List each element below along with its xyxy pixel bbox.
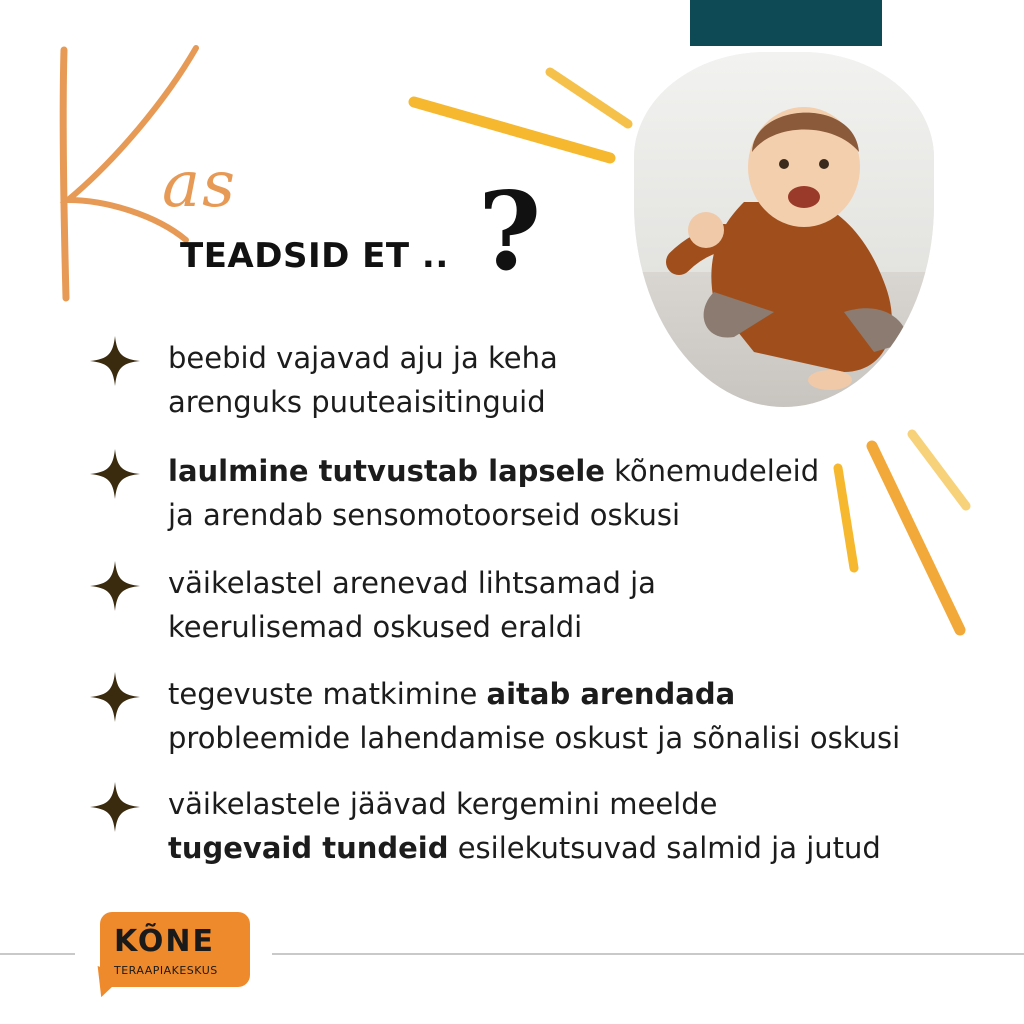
fact-line	[168, 449, 819, 493]
fact-plain-text: keerulisemad oskused eraldi	[168, 610, 583, 644]
fact-bold-text: tugevaid tundeid	[168, 831, 449, 865]
fact-plain-text: probleemide lahendamise oskust ja sõnalisi oskusi	[168, 721, 901, 755]
four-point-star-icon	[88, 559, 142, 613]
logo-word: KÕNE	[114, 924, 216, 959]
fact-bold-text: laulmine tutvustab lapsele	[168, 454, 605, 488]
kone-logo[interactable]	[100, 912, 250, 987]
fact-plain-text: kõnemudeleid	[604, 454, 820, 488]
fact-text	[168, 561, 656, 649]
bulb-cap	[690, 0, 882, 46]
question-mark: ?	[478, 169, 542, 295]
fact-plain-text: beebid vajavad aju ja keha	[168, 341, 558, 375]
fact-line	[168, 605, 656, 649]
fact-line	[168, 493, 819, 537]
fact-line	[168, 336, 558, 380]
footer-divider-right	[272, 953, 1024, 955]
rays-top	[400, 60, 650, 180]
fact-plain-text: väikelastel arenevad lihtsamad ja	[168, 566, 656, 600]
teadsid-heading: TEADSID ET ..	[180, 236, 449, 276]
four-point-star-icon	[88, 670, 142, 724]
fact-line	[168, 716, 900, 760]
kas-title: as	[162, 148, 237, 222]
four-point-star-icon	[88, 780, 142, 834]
logo-subtitle: TERAAPIAKESKUS	[114, 964, 218, 977]
fact-line	[168, 826, 881, 870]
fact-line	[168, 561, 656, 605]
fact-line	[168, 380, 558, 424]
four-point-star-icon	[88, 447, 142, 501]
fact-line	[168, 672, 900, 716]
fact-plain-text: arenguks puuteaisitinguid	[168, 385, 546, 419]
fact-plain-text: ja arendab sensomotoorseid oskusi	[168, 498, 681, 532]
fact-plain-text: väikelastele jäävad kergemini meelde	[168, 787, 718, 821]
fact-plain-text: esilekutsuvad salmid ja jutud	[448, 831, 881, 865]
fact-text	[168, 336, 558, 424]
fact-text	[168, 782, 881, 870]
fact-text	[168, 672, 900, 760]
fact-line	[168, 782, 881, 826]
rays-right	[820, 420, 990, 650]
fact-text	[168, 449, 819, 537]
fact-plain-text: tegevuste matkimine	[168, 677, 487, 711]
baby-illustration	[634, 52, 934, 407]
four-point-star-icon	[88, 334, 142, 388]
baby-photo-bulb	[634, 52, 934, 407]
footer-divider-left	[0, 953, 75, 955]
fact-bold-text: aitab arendada	[486, 677, 736, 711]
